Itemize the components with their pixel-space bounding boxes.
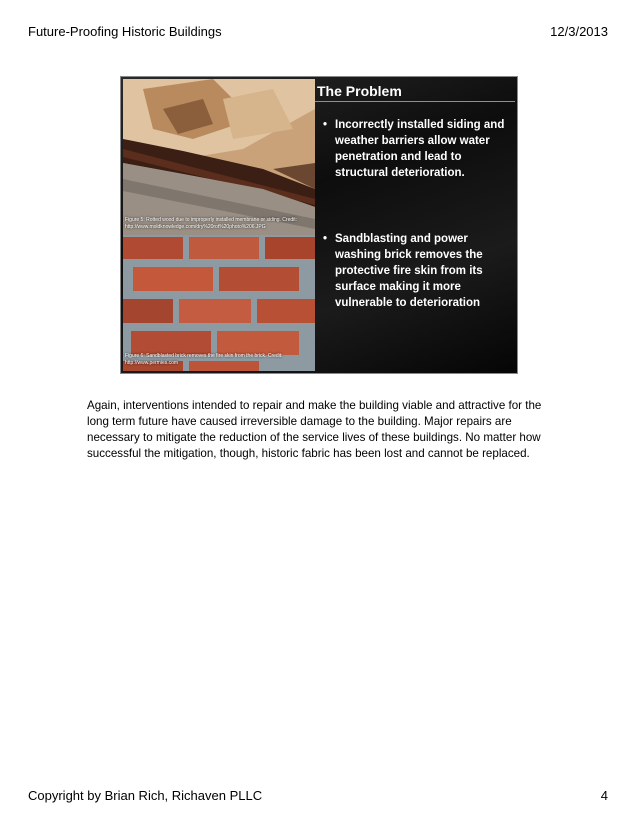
rotted-wood-photo	[123, 79, 315, 235]
slide-bullet-siding: • Incorrectly installed siding and weather barriers allow water penetration and lead to structural deterioration.	[321, 117, 511, 181]
footer-copyright: Copyright by Brian Rich, Richaven PLLC	[28, 788, 263, 803]
body-paragraph: Again, interventions intended to repair and make the building viable and attractive for the long term future have caused irreversible damage to the building. Major repairs are necessary to mitigate the reduction of the service lives of these buildings. No matter how successful the mitigation, though, historic fabric has been lost and cannot be replaced.	[87, 399, 542, 460]
sandblasted-brick-photo	[123, 235, 315, 371]
slide-image	[120, 76, 518, 374]
running-header-title: Future-Proofing Historic Buildings	[28, 24, 222, 39]
running-header-date: 12/3/2013	[550, 24, 608, 39]
figure6-caption: Figure 6: Sandblasted brick removes the fire skin from the brick. Credit: http://www.permies.com	[125, 353, 283, 366]
figure5-caption: Figure 5: Rotted wood due to improperly installed membrane or siding. Credit: http://www.moldknowledge.com/dry%20rot%20photo%206.JPG	[125, 217, 298, 230]
slide-bullet-sandblasting: • Sandblasting and power washing brick removes the protective fire skin from its surface making it more vulnerable to deterioration	[321, 231, 511, 311]
slide-title: The Problem	[317, 83, 402, 99]
page-number: 4	[600, 788, 608, 803]
slide-title-bar	[315, 79, 515, 102]
